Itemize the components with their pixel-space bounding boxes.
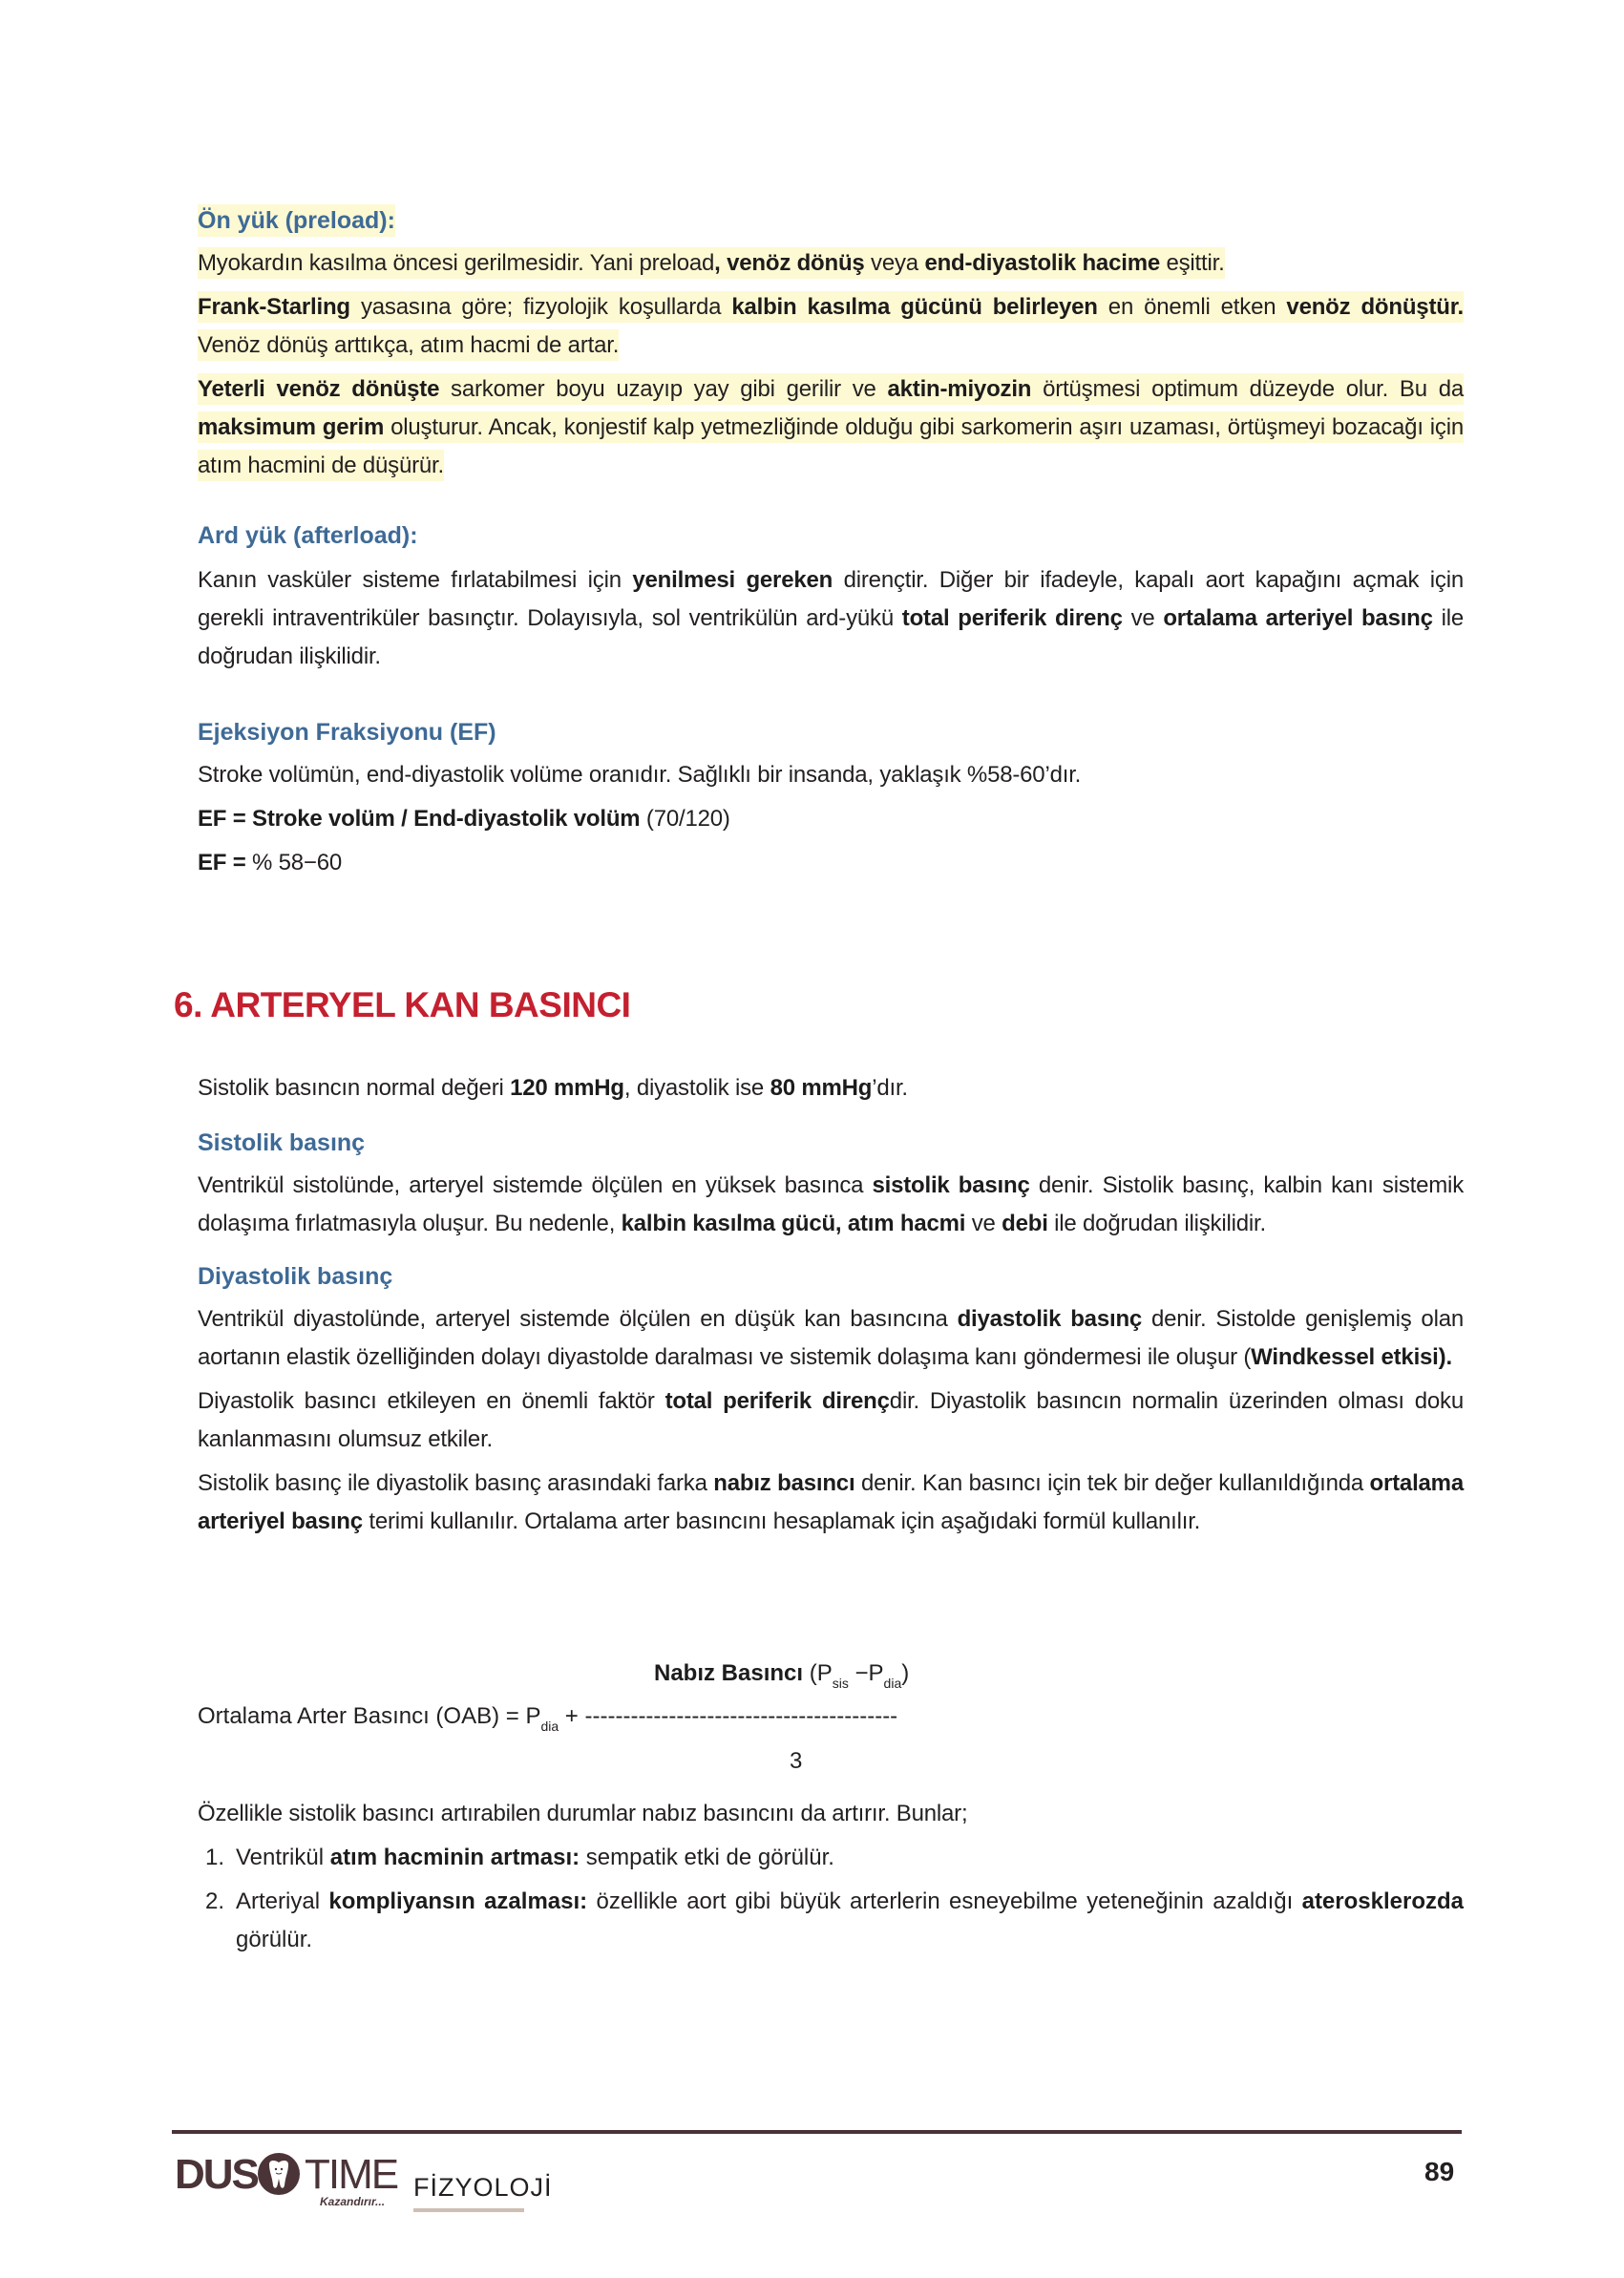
ejection-fraction-section xyxy=(198,716,1464,882)
subject-label: FİZYOLOJİ xyxy=(413,2173,553,2202)
formula-numerator: Nabız Basıncı $(P_{sis} -P_{dia})$ xyxy=(654,1660,910,1691)
afterload-heading: Ard yük (afterload): xyxy=(198,522,418,549)
afterload-section xyxy=(198,519,1464,676)
preload-paragraph-3: Yeterli venöz dönüşte sarkomer boyu uzayıp yay gibi gerilir ve aktin-miyozin örtüşmesi optimum düzeyde olur. Bu da maksimum gerim oluşturur. Ancak, konjestif kalp yetmezliğinde olduğu gibi sarkomerin aşırı uzaması, örtüşmeyi bozacağı için atım hacmini de düşürür. xyxy=(198,373,1464,481)
ef-heading: Ejeksiyon Fraksiyonu (EF) xyxy=(198,719,496,746)
subject-underline xyxy=(413,2208,524,2212)
preload-heading: Ön yük (preload): xyxy=(198,204,395,237)
page-number: 89 xyxy=(1424,2157,1455,2186)
after-formula-text: Özellikle sistolik basıncı artırabilen durumlar nabız basıncını da artırır. Bunlar; xyxy=(198,1801,968,1826)
diastolic-paragraph-2: Diyastolik basıncı etkileyen en önemli faktör total periferik dirençdir. Diyastolik basıncın normalin üzerinden olması doku kanlanmasını olumsuz etkiler. xyxy=(198,1388,1464,1452)
tooth-icon xyxy=(258,2153,300,2195)
preload-paragraph-1: Myokardın kasılma öncesi gerilmesidir. Yani preload, venöz dönüş veya end-diyastolik hacime eşittir. xyxy=(198,247,1225,279)
systolic-heading: Sistolik basınç xyxy=(198,1129,366,1156)
formula-denominator: 3 xyxy=(790,1748,803,1774)
diastolic-heading: Diyastolik basınç xyxy=(198,1263,393,1290)
formula-main-line: Ortalama Arter Basıncı $(OAB) = P_{dia}$ + ----------------------------------------- xyxy=(198,1703,898,1734)
document-page: Ön yük (preload): Myokardın kasılma öncesi gerilmesidir. Yani preload, venöz dönüş veya end-diyastolik hacime eşittir. Frank-Starling yasasına göre; fizyolojik koşullarda kalbin kasılma gücünü belirleyen en önemli etken venöz dönüştür. Venöz dönüş arttıkça, atım hacmi de artar. Yeterli venöz dönüşte sarkomer boyu uzayıp yay gibi gerilir ve aktin-miyozin örtüşmesi optimum düzeyde olur. Bu da maksimum gerim oluşturur. Ancak, konjestif kalp yetmezliğinde olduğu gibi sarkomerin aşırı uzaması, örtüşmeyi bozacağı için atım hacmini de düşürür. Ard yük (afterload): Kanın vasküler sisteme fırlatabilmesi için yenilmesi gereken dirençtir. Diğer bir ifadeyle, kapalı aort kapağını açmak için gerekli intraventriküler basınçtır. Dolayısıyla, sol ventrikülün ard-yükü total periferik direnç ve ortalama arteriyel basınç ile doğrudan ilişkilidir. Ejeksiyon Fraksiyonu (EF) Stroke volümün, end-diyastolik volüme oranıdır. Sağlıklı bir insanda, yaklaşık %58-60’dır. EF = Stroke volüm / End-diyastolik volüm (70/120) EF = % 58−60 6. ARTERYEL KAN BASINCI Sistolik basıncın normal değeri 120 mmHg, diyastolik ise 80 mmHg’dır. Sistolik basınç Ventrikül sistolünde, arteryel sistemde ölçülen en yüksek basınca sistolik basınç denir. Sistolik basınç, kalbin kanı sistemik dolaşıma fırlatmasıyla oluşur. Bu nedenle, kalbin kasılma gücü, atım hacmi ve debi ile doğrudan ilişkilidir. Diyastolik basınç Ventrikül diyastolünde, arteryel sistemde ölçülen en düşük kan basıncına diyastolik basınç denir. Sistolde genişlemiş olan aortanın elastik özelliğinden dolayı diyastolde daralması ve sistemik dolaşıma kanı göndermesi ile oluşur (Windkessel etkisi). Diyastolik basıncı etkileyen en önemli faktör total periferik dirençdir. Diyastolik basıncın normalin üzerinden olması doku kanlanmasını olumsuz etkiler. Sistolik basınç ile diyastolik basınç arasındaki farka nabız basıncı denir. Kan basıncı için tek bir değer kullanıldığında ortalama arteriyel basınç terimi kullanılır. Ortalama arter basıncını hesaplamak için aşağıdaki formül kullanılır. Nabız Basıncı $(P_{sis} -P_{dia})$ Ortalama Arter Basıncı $(OAB) = P_{dia}$ + ----------------------------------------- 3 Özellikle sistolik basıncı artırabilen durumlar nabız basıncını da artırır. Bunlar; 1. Ventrikül atım hacminin artması: sempatik etki de görülür. 2. Arteriyal kompliyansın azalması: özellikle aort gibi büyük arterlerin esneyebilme yeteneğinin azaldığı aterosklerozda görülür. DUS TIME Kazandırır... FİZYOLOJİ 89 xyxy=(0,0,1624,2278)
section-6-body xyxy=(198,1069,1464,1541)
diastolic-paragraph-3: Sistolik basınç ile diyastolik basınç arasındaki farka nabız basıncı denir. Kan basıncı için tek bir değer kullanıldığında ortalama arteriyel basınç terimi kullanılır. Ortalama arter basıncını hesaplamak için aşağıdaki formül kullanılır. xyxy=(198,1470,1464,1534)
ef-formula-1: EF = Stroke volüm / End-diyastolik volüm (70/120) xyxy=(198,806,730,832)
section-6-intro: Sistolik basıncın normal değeri 120 mmHg, diyastolik ise 80 mmHg’dır. xyxy=(198,1075,908,1101)
footer-rule xyxy=(172,2130,1462,2134)
preload-section xyxy=(198,204,1464,485)
section-title: 6. ARTERYEL KAN BASINCI xyxy=(174,985,631,1024)
diastolic-paragraph-1: Ventrikül diyastolünde, arteryel sistemde ölçülen en düşük kan basıncına diyastolik basınç denir. Sistolde genişlemiş olan aortanın elastik özelliğinden dolayı diyastolde daralması ve sistemik dolaşıma kanı göndermesi ile oluşur (Windkessel etkisi). xyxy=(198,1306,1464,1370)
ef-formula-2: EF = % 58−60 xyxy=(198,850,343,875)
preload-paragraph-2: Frank-Starling yasasına göre; fizyolojik koşullarda kalbin kasılma gücünü belirleyen en önemli etken venöz dönüştür. Venöz dönüş arttıkça, atım hacmi de artar. xyxy=(198,291,1464,361)
list-item: 1. Ventrikül atım hacminin artması: sempatik etki de görülür. xyxy=(205,1845,834,1870)
ef-definition: Stroke volümün, end-diyastolik volüme oranıdır. Sağlıklı bir insanda, yaklaşık %58-60’dır. xyxy=(198,762,1082,788)
cause-list xyxy=(198,1839,1464,1959)
afterload-paragraph: Kanın vasküler sisteme fırlatabilmesi için yenilmesi gereken dirençtir. Diğer bir ifadeyle, kapalı aort kapağını açmak için gerekli intraventriküler basınçtır. Dolayısıyla, sol ventrikülün ard-yükü total periferik direnç ve ortalama arteriyel basınç ile doğrudan ilişkilidir. xyxy=(198,567,1465,669)
systolic-paragraph: Ventrikül sistolünde, arteryel sistemde ölçülen en yüksek basınca sistolik basınç denir. Sistolik basınç, kalbin kanı sistemik dolaşıma fırlatmasıyla oluşur. Bu nedenle, kalbin kasılma gücü, atım hacmi ve debi ile doğrudan ilişkilidir. xyxy=(198,1172,1464,1236)
list-item: 2. Arteriyal kompliyansın azalması: özellikle aort gibi büyük arterlerin esneyebilme yeteneğinin azaldığı aterosklerozda görülür. xyxy=(205,1888,1464,1952)
pulse-pressure-section xyxy=(198,1795,1464,1959)
